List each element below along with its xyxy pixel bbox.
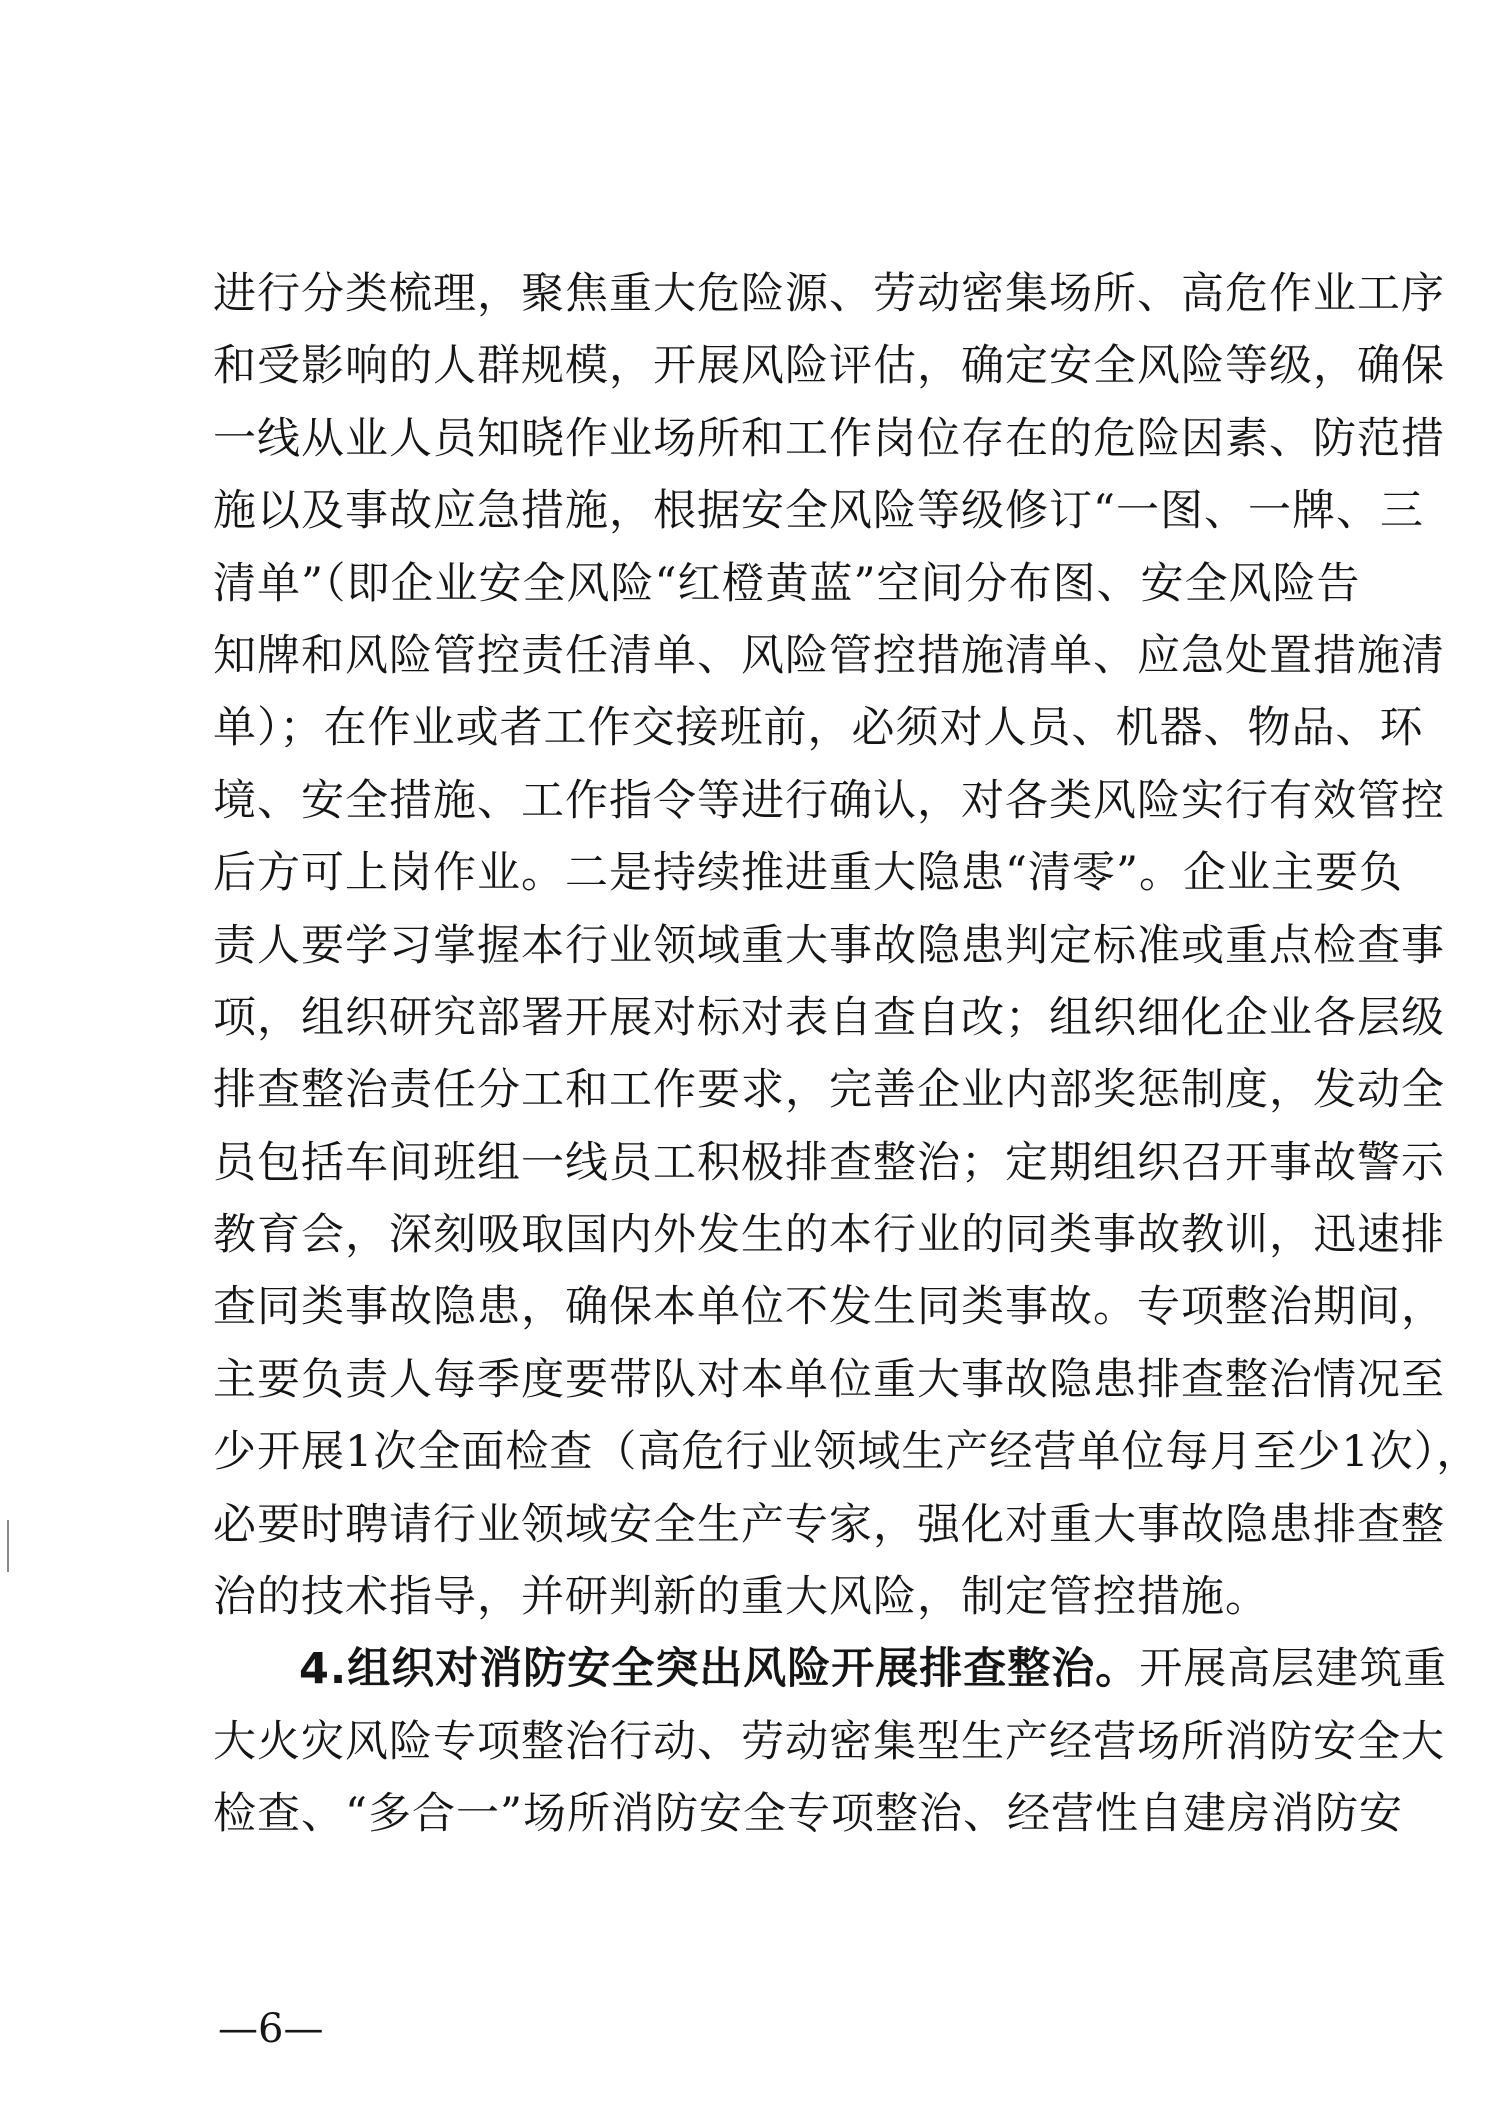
scan-margin-mark [7,1520,9,1572]
text-line: 少开展1次全面检查（高危行业领域生产经营单位每月至少1次）， [213,1427,1481,1478]
page-number: —6— [218,2006,324,2052]
text-line: 排查整治责任分工和工作要求，完善企业内部奖惩制度，发动全 [213,1065,1445,1116]
text-line: 知牌和风险管控责任清单、风险管控措施清单、应急处置措施清 [213,630,1445,681]
section-heading-line [213,1633,1448,1705]
section-heading-continuation: 开展高层建筑重 [1139,1644,1448,1695]
text-line: 一线从业人员知晓作业场所和工作岗位存在的危险因素、防范措 [213,413,1445,464]
text-line: 项，组织研究部署开展对标对表自查自改；组织细化企业各层级 [213,992,1445,1043]
text-line: 施以及事故应急措施，根据安全风险等级修订“一图、一牌、三 [213,486,1424,537]
text-line: 单）；在作业或者工作交接班前，必须对人员、机器、物品、环 [213,703,1424,754]
text-line: 大火灾风险专项整治行动、劳动密集型生产经营场所消防安全大 [213,1716,1445,1767]
text-line: 必要时聘请行业领域安全生产专家，强化对重大事故隐患排查整 [213,1499,1445,1550]
text-line: 检查、“多合一”场所消防安全专项整治、经营性自建房消防安 [213,1789,1403,1840]
text-line: 员包括车间班组一线员工积极排查整治；定期组织召开事故警示 [213,1137,1445,1188]
text-line: 主要负责人每季度要带队对本单位重大事故隐患排查整治情况至 [213,1354,1445,1405]
text-line: 清单”（即企业安全风险“红橙黄蓝”空间分布图、安全风险告 [213,558,1361,609]
section-heading: 4.组织对消防安全突出风险开展排查整治。 [299,1644,1140,1695]
text-line: 后方可上岗作业。二是持续推进重大隐患“清零”。企业主要负 [213,848,1403,899]
text-line: 和受影响的人群规模，开展风险评估，确定安全风险等级，确保 [213,341,1445,392]
text-line: 进行分类梳理，聚焦重大危险源、劳动密集场所、高危作业工序 [213,269,1445,319]
text-line: 治的技术指导，并研判新的重大风险，制定管控措施。 [213,1572,1269,1623]
text-line: 查同类事故隐患，确保本单位不发生同类事故。专项整治期间， [213,1282,1445,1333]
text-line: 境、安全措施、工作指令等进行确认，对各类风险实行有效管控 [213,775,1445,826]
document-body [213,258,1481,1851]
text-line: 责人要学习掌握本行业领域重大事故隐患判定标准或重点检查事 [213,920,1445,971]
text-line: 教育会，深刻吸取国内外发生的本行业的同类事故教训，迅速排 [213,1210,1445,1261]
